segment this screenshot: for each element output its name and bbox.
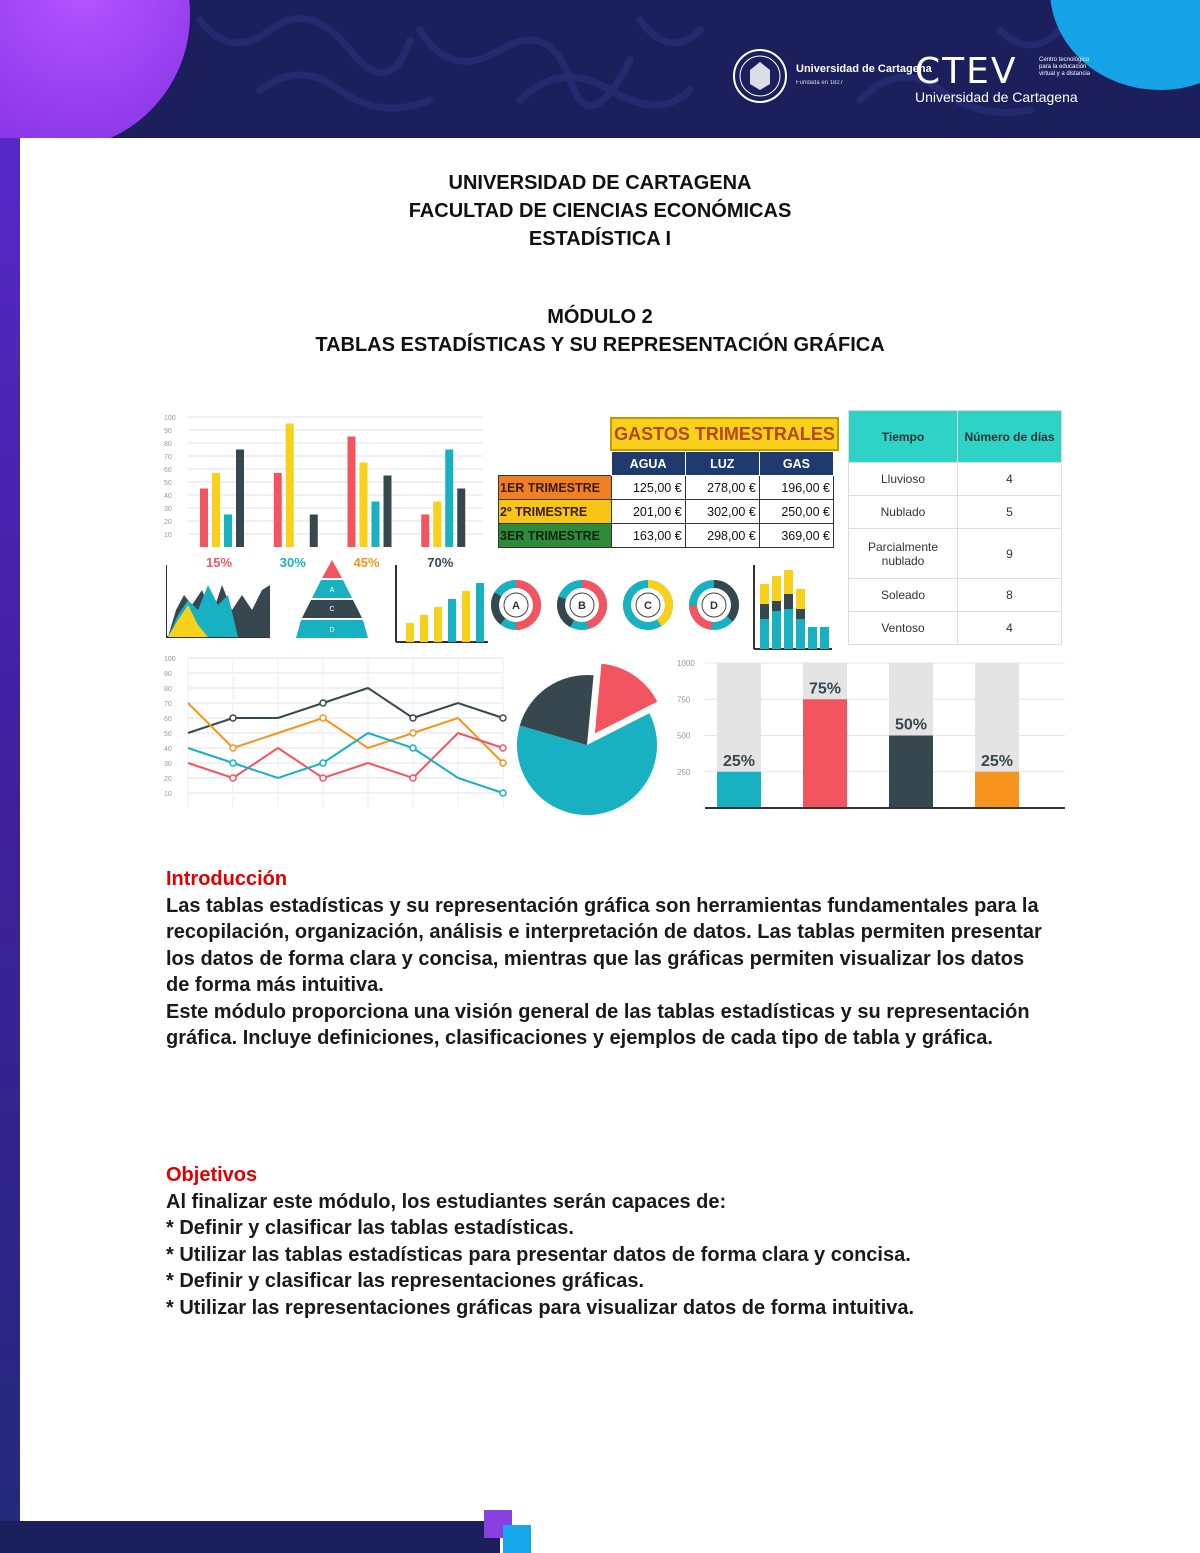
- stack-segment: [784, 609, 793, 649]
- multi-line-chart: [160, 650, 510, 815]
- tiempo-cell: Soleado: [849, 579, 958, 612]
- pyramid-label-d: D: [329, 627, 335, 634]
- tiempo-row: [849, 579, 1062, 612]
- stack-segment: [784, 594, 793, 609]
- data-point: [320, 775, 326, 781]
- y-tick-label: 40: [164, 746, 172, 753]
- data-point: [500, 760, 506, 766]
- y-tick-label: 60: [164, 716, 172, 723]
- tiempo-row: [849, 463, 1062, 496]
- ctev-tagline: Centro tecnológico para la educación virtual y a distancia: [1039, 57, 1091, 77]
- donut-label: C: [644, 600, 652, 612]
- bar: [200, 489, 208, 548]
- bar: [975, 772, 1019, 808]
- donut-chart-row: [490, 575, 740, 635]
- y-tick-label: 50: [164, 731, 172, 738]
- tiempo-row: [849, 612, 1062, 645]
- donut-label: B: [578, 600, 586, 612]
- bar: [224, 515, 232, 548]
- tiempo-table: [848, 410, 1062, 645]
- pyramid-label-c: C: [329, 606, 335, 613]
- bar: [360, 463, 368, 548]
- ctev-subtitle: Universidad de Cartagena: [915, 89, 1078, 105]
- gastos-cell: 163,00 €: [611, 524, 685, 548]
- statistics-infographic: [160, 405, 1070, 815]
- area-chart-thumbnail: [166, 565, 272, 640]
- bar: [212, 473, 220, 547]
- pyramid-label-a: A: [329, 587, 335, 594]
- y-tick-label: 40: [164, 493, 172, 500]
- gastos-row-label: 1ER TRIMESTRE: [499, 476, 612, 500]
- data-point: [230, 760, 236, 766]
- gastos-col-luz: LUZ: [685, 452, 759, 476]
- tiempo-cell: Ventoso: [849, 612, 958, 645]
- gastos-col-gas: GAS: [759, 452, 833, 476]
- footer-square-blue: [503, 1525, 531, 1553]
- stack-segment: [772, 601, 781, 611]
- title-block: [0, 169, 1200, 253]
- course-title: ESTADÍSTICA I: [528, 228, 672, 250]
- data-point: [500, 745, 506, 751]
- introduction-section: [166, 866, 1046, 1052]
- bar: [384, 476, 392, 548]
- y-tick-label: 500: [677, 731, 691, 741]
- percent-label: 45%: [353, 555, 380, 570]
- y-tick-label: 30: [164, 761, 172, 768]
- stacked-bar-thumbnail: [752, 565, 834, 651]
- tiempo-cell: 8: [958, 579, 1062, 612]
- bar: [433, 502, 441, 548]
- bar: [274, 473, 282, 547]
- y-tick-label: 10: [164, 791, 172, 798]
- gastos-row: [499, 500, 834, 524]
- tiempo-cell: 9: [958, 529, 1062, 579]
- y-tick-label: 250: [677, 767, 691, 777]
- percent-label: 15%: [206, 555, 233, 570]
- bar: [445, 450, 453, 548]
- stack-segment: [760, 584, 769, 604]
- y-tick-label: 90: [164, 428, 172, 435]
- objectives-section: [166, 1162, 1046, 1321]
- bar: [372, 502, 380, 548]
- gastos-cell: 196,00 €: [759, 476, 833, 500]
- ctev-wordmark: CTEV: [915, 51, 1018, 92]
- percent-label: 70%: [427, 555, 454, 570]
- exploded-pie-chart: [515, 645, 665, 815]
- bar: [421, 515, 429, 548]
- gastos-table-grid: [498, 451, 834, 548]
- module-number: MÓDULO 2: [547, 306, 653, 328]
- tiempo-cell: 5: [958, 496, 1062, 529]
- y-tick-label: 80: [164, 686, 172, 693]
- gastos-col-agua: AGUA: [611, 452, 685, 476]
- stack-segment: [760, 604, 769, 619]
- grouped-bar-chart: [160, 405, 490, 575]
- objective-item: * Definir y clasificar las representaciones gráficas.: [166, 1270, 645, 1292]
- gastos-trimestrales-table: [498, 417, 838, 548]
- university-seal-icon: [732, 48, 788, 104]
- stack-segment: [796, 619, 805, 649]
- module-title: TABLAS ESTADÍSTICAS Y SU REPRESENTACIÓN GRÁFICA: [315, 334, 885, 356]
- data-point: [320, 760, 326, 766]
- bar: [348, 437, 356, 548]
- objective-item: * Utilizar las tablas estadísticas para presentar datos de forma clara y concisa.: [166, 1243, 911, 1266]
- y-tick-label: 80: [164, 441, 172, 448]
- gastos-cell: 369,00 €: [759, 524, 833, 548]
- bar-percent-label: 25%: [980, 752, 1014, 770]
- gastos-row-label: 2º TRIMESTRE: [499, 500, 612, 524]
- tiempo-cell: 4: [958, 463, 1062, 496]
- introduction-paragraph-1: Las tablas estadísticas y su representación gráfica son herramientas fundamentales para la recopilación, organización, análisis e interpretación de datos. Las tablas permiten presentar los datos de forma clara y concisa, mientras que las gráficas permiten visualizar los datos de forma más intuitiva.: [166, 894, 1042, 996]
- y-tick-label: 30: [164, 506, 172, 513]
- tiempo-row: [849, 529, 1062, 579]
- gastos-cell: 298,00 €: [685, 524, 759, 548]
- y-tick-label: 70: [164, 454, 172, 461]
- data-point: [410, 715, 416, 721]
- bar: [310, 515, 318, 548]
- stack-segment: [784, 570, 793, 594]
- pyramid-chart: [296, 560, 368, 642]
- gastos-cell: 302,00 €: [685, 500, 759, 524]
- y-tick-label: 750: [677, 695, 691, 705]
- data-point: [500, 790, 506, 796]
- y-tick-label: 1000: [677, 659, 695, 668]
- objective-item: * Utilizar las representaciones gráficas para visualizar datos de forma intuitiva.: [166, 1296, 915, 1319]
- y-tick-label: 100: [164, 415, 176, 422]
- gastos-row: [499, 476, 834, 500]
- bar: [236, 450, 244, 548]
- percent-label: 30%: [279, 555, 306, 570]
- footer-bar: [0, 1521, 500, 1553]
- percentage-bar-chart: [675, 653, 1070, 813]
- y-tick-label: 20: [164, 519, 172, 526]
- module-title-block: [0, 303, 1200, 359]
- gastos-cell: 201,00 €: [611, 500, 685, 524]
- y-tick-label: 70: [164, 701, 172, 708]
- bar-percent-label: 50%: [894, 716, 928, 734]
- y-tick-label: 10: [164, 532, 172, 539]
- y-tick-label: 60: [164, 467, 172, 474]
- tiempo-header-tiempo: Tiempo: [849, 411, 958, 463]
- gastos-cell: 125,00 €: [611, 476, 685, 500]
- tiempo-cell: 4: [958, 612, 1062, 645]
- stack-segment: [796, 609, 805, 619]
- y-tick-label: 90: [164, 671, 172, 678]
- stack-segment: [760, 619, 769, 649]
- data-point: [320, 700, 326, 706]
- university-title: UNIVERSIDAD DE CARTAGENA: [448, 172, 752, 194]
- data-point: [410, 730, 416, 736]
- introduction-paragraph-2: Este módulo proporciona una visión general de las tablas estadísticas y su representación gráfica. Incluye definiciones, clasificaciones y ejemplos de cada tipo de tabla y gráfica.: [166, 1000, 1030, 1049]
- data-point: [230, 745, 236, 751]
- tiempo-cell: Parcialmente nublado: [849, 529, 958, 579]
- data-point: [500, 715, 506, 721]
- y-tick-label: 50: [164, 480, 172, 487]
- data-point: [410, 745, 416, 751]
- data-point: [230, 775, 236, 781]
- university-logo-sub: Fundada en 1827: [796, 80, 844, 86]
- gastos-row-label: 3ER TRIMESTRE: [499, 524, 612, 548]
- bar-percent-label: 75%: [808, 680, 842, 698]
- stack-segment: [796, 589, 805, 609]
- y-tick-label: 20: [164, 776, 172, 783]
- data-point: [410, 775, 416, 781]
- bar: [457, 489, 465, 548]
- data-point: [230, 715, 236, 721]
- university-logo-text: Universidad de Cartagena: [796, 63, 932, 75]
- donut-label: A: [512, 600, 520, 612]
- header-band: [0, 0, 1200, 138]
- y-tick-label: 100: [164, 656, 176, 663]
- series-line: [188, 733, 503, 778]
- objectives-heading: Objetivos: [166, 1164, 258, 1186]
- gastos-table-title: GASTOS TRIMESTRALES: [610, 417, 839, 451]
- rising-bar-thumbnail: [394, 565, 490, 645]
- series-line: [188, 688, 503, 733]
- stack-segment: [808, 627, 817, 649]
- bar: [286, 424, 294, 548]
- bar: [803, 699, 847, 808]
- bar-percent-label: 25%: [722, 752, 756, 770]
- data-point: [320, 715, 326, 721]
- donut-label: D: [710, 600, 718, 612]
- stack-segment: [772, 576, 781, 601]
- stack-segment: [772, 611, 781, 649]
- objectives-intro: Al finalizar este módulo, los estudiantes serán capaces de:: [166, 1190, 727, 1213]
- tiempo-cell: Lluvioso: [849, 463, 958, 496]
- tiempo-row: [849, 496, 1062, 529]
- tiempo-header-dias: Número de días: [958, 411, 1062, 463]
- gastos-cell: 278,00 €: [685, 476, 759, 500]
- faculty-title: FACULTAD DE CIENCIAS ECONÓMICAS: [408, 200, 792, 222]
- ctev-logo: [915, 51, 1091, 105]
- bar: [717, 772, 761, 808]
- tiempo-cell: Nublado: [849, 496, 958, 529]
- universidad-cartagena-logo: [732, 48, 932, 104]
- bar: [889, 736, 933, 809]
- stack-segment: [820, 627, 829, 649]
- introduction-heading: Introducción: [166, 868, 288, 890]
- gastos-row: [499, 524, 834, 548]
- objective-item: * Definir y clasificar las tablas estadísticas.: [166, 1217, 574, 1239]
- gastos-cell: 250,00 €: [759, 500, 833, 524]
